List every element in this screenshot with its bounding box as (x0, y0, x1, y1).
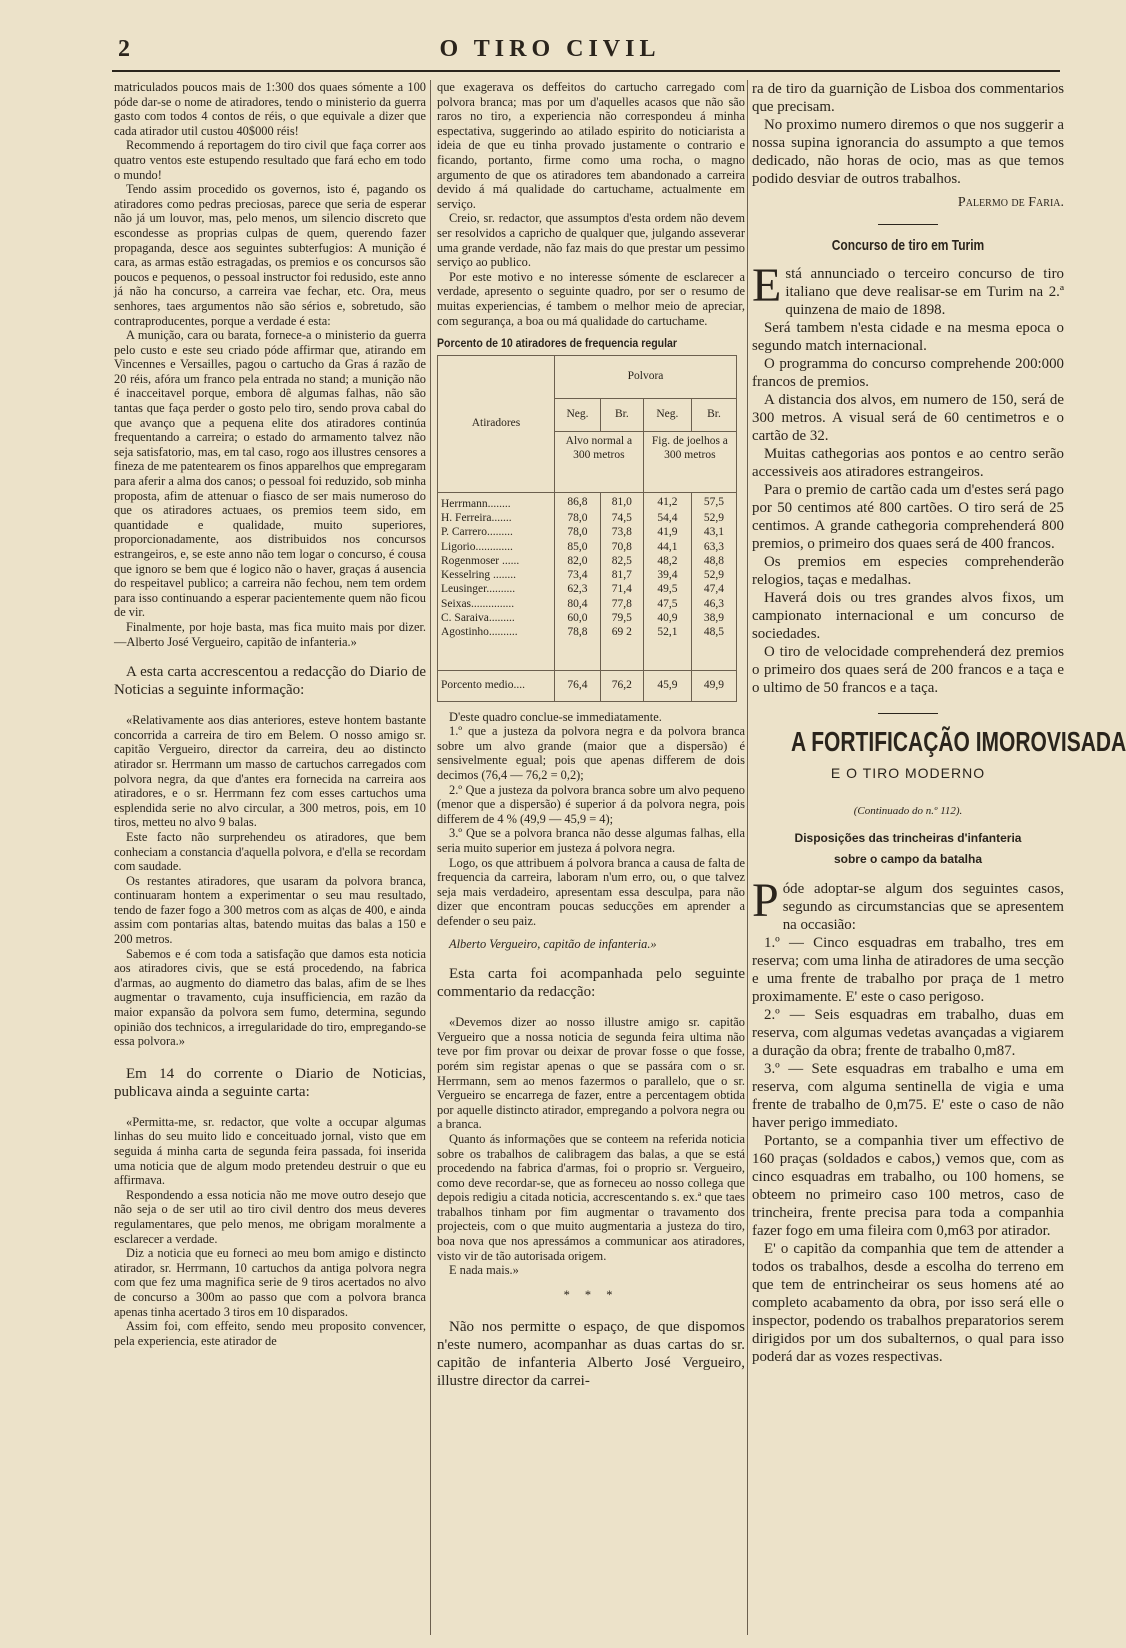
table-cell: 82,5 (600, 554, 643, 568)
table-cell: Kesselring ........ (438, 568, 555, 582)
table-cell: 47,5 (643, 597, 691, 611)
paragraph: «Permitta-me, sr. redactor, que volte a occupar algumas linhas do seu muito lido e conceituado jornal, visto que em seguida á minha carta de segunda feira passada, foi inserida uma noticia que de algum modo pretendeu destruir o que eu affirmava. (114, 1114, 426, 1188)
table-cell: 48,5 (691, 625, 736, 670)
article-subtitle: E O TIRO MODERNO (830, 765, 986, 781)
paragraph: Está annunciado o terceiro concurso de tiro italiano que deve realisar-se em Turim na 2.ª quinzena de maio de 1898. (752, 259, 1064, 318)
table-cell: Agostinho.......... (438, 625, 555, 670)
table-cell: 81,0 (600, 492, 643, 511)
table-cell: 39,4 (643, 568, 691, 582)
header-atiradores: Atiradores (438, 355, 555, 492)
table-cell: 78,0 (555, 525, 601, 539)
paragraph: Para o premio de cartão cada um d'estes será pago por 50 centimos até 800 cartões. O tiro será de 25 centimos. A grande cathegoria comprehenderá 800 premios, o primeiro dos quaes será de 400 francos. (752, 482, 1064, 552)
paragraph: Haverá dois ou tres grandes alvos fixos, um campionato internacional e um concurso de sociedades. (752, 590, 1064, 642)
header-polvora: Polvora (555, 355, 737, 398)
paragraph: matriculados poucos mais de 1:300 dos quaes sómente a 100 póde dar-se o nome de atiradores, tendo o ministerio da guerra gasto com todos 4 contos de réis, o que equivale a dizer que cada atirador util custou 40$000 réis! (114, 80, 426, 138)
table-cell: 46,3 (691, 597, 736, 611)
data-table (437, 355, 737, 702)
page-header (0, 28, 1100, 68)
table-cell: 52,9 (691, 511, 736, 525)
paragraph: 1.º — Cinco esquadras em trabalho, tres em reserva; com uma linha de atiradores de uma secção e uma frente de trabalho por praça de 1 metro proximamente. E' este o caso perigoso. (752, 935, 1064, 1005)
paragraph: Em 14 do corrente o Diario de Noticias, publicava ainda a seguinte carta: (114, 1065, 426, 1100)
table-total-cell: 49,9 (691, 670, 736, 701)
table-cell: Rogenmoser ...... (438, 554, 555, 568)
table-cell: 77,8 (600, 597, 643, 611)
paragraph: Portanto, se a companhia tiver um effectivo de 160 praças (soldados e cabos,) vemos que, com as cinco esquadras em trabalho, ou 100 homens, se obteem no primeiro caso 100 metros, caso de trincheira, frente precisa para toda a companhia fazer fogo em uma fileira com 0,m63 por atirador. (752, 1133, 1064, 1239)
table-cell: Leusinger.......... (438, 582, 555, 596)
column-2 (437, 80, 745, 1635)
table-cell: 47,4 (691, 582, 736, 596)
paragraph: «Relativamente aos dias anteriores, esteve hontem bastante concorrida a carreira de tiro em Belem. O nosso amigo sr. capitão Vergueiro, director da carreira, deu ao distincto atirador sr. Herrmann um masso de cartuchos carregados com polvora negra, da que d'antes era fornecida na carreira aos atiradores, e o sr. Herrmann fez com esses cartuchos uma esplendida serie no alvo circular, a 300 metros, pois, em 10 tiros, metteu no alvo 9 balas. (114, 713, 426, 830)
table-cell: 44,1 (643, 540, 691, 554)
table-cell: Herrmann........ (438, 492, 555, 511)
page-number: 2 (118, 36, 130, 62)
paragraph: Os premios em especies comprehenderão relogios, taças e medalhas. (752, 554, 1064, 588)
table-cell: 40,9 (643, 611, 691, 625)
table-cell: 69 2 (600, 625, 643, 670)
table-cell: 63,3 (691, 540, 736, 554)
table-cell: P. Carrero......... (438, 525, 555, 539)
paragraph: E' o capitão da companhia que tem de attender a todos os trabalhos, desde a escolha do terreno em que tem de entrincheirar os seus homens até ao completo acabamento da obra, por isso será elle o inspector, podendo os trabalhos preparatorios serem dirigidos por um dos subalternos, o qual para isso poderá dar as vozes respectivas. (752, 1241, 1064, 1365)
paragraph: A munição, cara ou barata, fornece-a o ministerio da guerra pelo custo e este seu criado póde affirmar que, atirando em Vincennes e Versailles, pagou o cartucho da Gras á razão de 20 réis, afóra um franco pela entrada no stand; a munição não é inacceitavel porque, embora dê algumas falhas, não são tantas que faça perder o gosto pelo tiro, sendo prova cabal do que avanço que a pequena elite dos atiradores continúa frequentando a carreira; o estado do armamento talvez não seja satisfatorio, mas, em tal caso, rogo aos illustres censores a fineza de me patentearem os finos apparelhos que empregaram para aferir a alma dos canos; o pessoal foi reduzido, sob minha proposta, afim de attenuar o fiasco de ser mais numeroso do que os atiradores actuaes, os premios teem sido, em quantidade e qualidade, muito superiores, proporcionadamente, aos distribuidos nos concursos estrangeiros, e, se este anno não tem logar o concurso, é cousa que ignoro se bem que é logico não o haver, graças á ausencia do respeitavel publico; a carreira não fechou, nem tem ordem para isso continuando a esperar pacientemente quem não ficou de vir. (114, 328, 426, 620)
column-divider (430, 80, 431, 1635)
paragraph: Respondendo a essa noticia não me move outro desejo que não seja o de ser util ao tiro civil dentro dos meus deveres regulamentares, que pelo menos, me obrigam moralmente a esclarecer a verdade. (114, 1187, 426, 1246)
paragraph: que exagerava os deffeitos do cartucho carregado com polvora branca; mas por um d'aquelles acasos que não são raros no tiro, a experiencia não correspondeu á minha espectativa, suggerindo ao atilado espirito do noticiarista a ideia de que eu tinha provado justamente o contrario e ficando, portanto, firme como uma rocha, o magno argumento de que os atiradores tem abandonado a carreira devido á má qualidade do cartuchame, actualmente em serviço. (437, 80, 745, 211)
table-cell: 70,8 (600, 540, 643, 554)
divider (878, 224, 938, 225)
table-cell: 71,4 (600, 582, 643, 596)
table-cell: Ligorio............. (438, 540, 555, 554)
paragraph: A esta carta accrescentou a redacção do Diario de Noticias a seguinte informação: (114, 664, 426, 699)
table-cell: 74,5 (600, 511, 643, 525)
table-cell: 78,8 (555, 625, 601, 670)
group-header: Fig. de joelhos a 300 metros (643, 431, 736, 492)
article-title: A FORTIFICAÇÃO IMOROVISADA (791, 726, 1126, 757)
table-cell: 86,8 (555, 492, 601, 511)
paragraph: A distancia dos alvos, em numero de 150, será de 300 metros. A visual será de 60 centimetros e o cartão de 32. (752, 392, 1064, 444)
paragraph: Creio, sr. redactor, que assumptos d'esta ordem não devem ser resolvidos a capricho de qualquer que, julgando asseverar uma grande verdade, não faz mais do que prestar um pessimo serviço ao publico. (437, 211, 745, 270)
section-heading: Disposições das trincheiras d'infanteria (794, 831, 1022, 845)
table-cell: 52,9 (691, 568, 736, 582)
paragraph: Póde adoptar-se algum dos seguintes casos, segundo as circumstancias que se apresentem na occasião: (752, 874, 1064, 933)
table-cell: 38,9 (691, 611, 736, 625)
section-separator: * * * (563, 1287, 619, 1302)
paragraph: No proximo numero diremos o que nos suggerir a nossa supina ignorancia do assumpto a que temos dedicado, não horas de ocio, mas as que temos podido desviar de outros trabalhos. (752, 117, 1064, 187)
table-cell: H. Ferreira....... (438, 511, 555, 525)
signature: Alberto Vergueiro, capitão de infanteria.» (449, 936, 657, 951)
paragraph: ra de tiro da guarnição de Lisboa dos commentarios que precisam. (752, 81, 1064, 115)
paragraph: Será tambem n'esta cidade e na mesma epoca o segundo match internacional. (752, 320, 1064, 354)
table-total-cell: Porcento medio.... (438, 670, 555, 701)
table-cell: 80,4 (555, 597, 601, 611)
table-cell: 73,8 (600, 525, 643, 539)
table-cell: 54,4 (643, 511, 691, 525)
paragraph: Esta carta foi acompanhada pelo seguinte commentario da redacção: (437, 966, 745, 1001)
paragraph: 2.º — Seis esquadras em trabalho, duas em reserva, com algumas vedetas avançadas a vigiarem a duração da obra; frente de trabalho 0,m87. (752, 1007, 1064, 1059)
paragraph: 2.º Que a justeza da polvora branca sobre um alvo pequeno (menor que a dispersão) é superior á da polvora negra, pois differem de 4 % (49,9 — 45,9 = 4); (437, 782, 745, 826)
paragraph: Quanto ás informações que se conteem na referida noticia sobre os trabalhos de calibragem das balas, a que se está procedendo na fabrica d'armas, foi o proprio sr. Vergueiro, como deve recordar-se, que as forneceu ao nosso collega que depois redigiu a citada noticia, accrescentando s. ex.ª que taes trabalhos tinham por fim augmentar o travamento dos projecteis, com o que muito augmentaria a justeza do tiro, boa nova que nos apressámos a communicar aos atiradores, visto vir de tão autorisada origem. (437, 1131, 745, 1263)
paragraph: «Devemos dizer ao nosso illustre amigo sr. capitão Vergueiro que a nossa noticia de segunda feira ultima não teve por fim provar ou deixar de provar fosse o que fosse, porém sim registar apenas o que se passára com o sr. Herrmann, sem ao menos fazermos o parallelo, que o sr. Vergueiro se encarrega de fazer, entre a percentagem obtida por aquelle distincto atirador, empregando a polvora negra ou a branca. (437, 1015, 745, 1132)
column-divider (747, 80, 748, 1635)
paragraph: Finalmente, por hoje basta, mas fica muito mais por dizer. —Alberto José Vergueiro, capitão de infanteria.» (114, 619, 426, 649)
paragraph: 1.º que a justeza da polvora negra e da polvora branca sobre um alvo grande (maior que a dispersão) é sensivelmente egual; pois que apenas differem de dois decimos (76,4 — 76,2 = 0,2); (437, 724, 745, 783)
paragraph: Recommendo á reportagem do tiro civil que faça correr aos quatro ventos este estupendo resultado que fará echo em todo o mundo! (114, 138, 426, 182)
paragraph: O programma do concurso comprehende 200:000 francos de premios. (752, 356, 1064, 390)
table-cell: C. Saraiva......... (438, 611, 555, 625)
sub-header: Br. (600, 398, 643, 431)
header-rule (112, 70, 1060, 72)
table-cell: 48,8 (691, 554, 736, 568)
table-total-cell: 76,2 (600, 670, 643, 701)
section-heading: sobre o campo da batalha (833, 852, 983, 866)
table-cell: 41,2 (643, 492, 691, 511)
table-cell: 79,5 (600, 611, 643, 625)
table-total-cell: 45,9 (643, 670, 691, 701)
table-title: Porcento de 10 atiradores de frequencia regular (437, 336, 678, 351)
paragraph: Diz a noticia que eu forneci ao meu bom amigo e distincto atirador, sr. Herrmann, 10 cartuchos da antiga polvora negra com que fez uma magnifica serie de 9 tiros acertados no alvo de concurso a 300m ao passo que com a polvora branca apenas tinha acertado 3 tiros em 10 disparados. (114, 1246, 426, 1319)
table-cell: 57,5 (691, 492, 736, 511)
table-cell: 73,4 (555, 568, 601, 582)
divider (878, 713, 938, 714)
paragraph: Sabemos e é com toda a satisfação que damos esta noticia aos atiradores civis, que se está procedendo, na fabrica d'armas, ao augmento do diametro das balas, afim de se lhes augmentar o travamento, cuja insufficiencia, em razão da maior expansão da polvora sem fumo, determina, segundo opinião dos technicos, a irregularidade do tiro, empregando-se essa polvora.» (114, 946, 426, 1049)
table-cell: 49,5 (643, 582, 691, 596)
group-header: Alvo normal a 300 metros (555, 431, 644, 492)
paragraph: Por este motivo e no interesse sómente de esclarecer a verdade, apresento o seguinte quadro, por ser o resumo de muitas experiencias, é tambem o melhor meio de apreciar, com segurança, a boa ou má qualidade do cartuchame. (437, 269, 745, 328)
paragraph: Este facto não surprehendeu os atiradores, que bem conheciam a constancia d'aquella polvora, e d'ella se recordam com saudade. (114, 829, 426, 874)
paragraph: 3.º Que se a polvora branca não desse algumas falhas, ella seria muito superior em justeza á polvora negra. (437, 826, 745, 855)
newspaper-title: O TIRO CIVIL (439, 36, 661, 62)
paragraph: Não nos permitte o espaço, de que dispomos n'este numero, acompanhar as duas cartas do sr. capitão de infanteria Alberto José Vergueiro, illustre director da carrei- (437, 1319, 745, 1390)
table-cell: 82,0 (555, 554, 601, 568)
paragraph: Os restantes atiradores, que usaram da polvora branca, continuaram hontem a experimentar o seu mau resultado, tendo de fazer fogo a 300 metros com as alças de 400, e ainda assim com pontarias altas, batendo muitas das balas a 150 e 200 metros. (114, 873, 426, 947)
table-total-cell: 76,4 (555, 670, 601, 701)
paragraph: D'este quadro conclue-se immediatamente. (449, 709, 662, 724)
paragraph: Assim foi, com effeito, sendo meu proposito convencer, pela experiencia, este atirador de (114, 1319, 426, 1348)
paragraph: Tendo assim procedido os governos, isto é, pagando os atiradores como pedras preciosas, parece que seria de esperar não já um louvor, mas, pelo menos, um silencio discreto que escondesse as proprias culpas de quem, querendo fazer propaganda, desce aos seguintes subterfugios: A munição é cara, as armas estão estragadas, os premios e os concursos são poucos e pequenos, o pessoal instructor foi redusido, este anno já não ha concurso, a carreira vae fechar, etc. Ora, meus senhores, taes argumentos não são sérios e, sobretudo, são contraproducentes, porque a verdade é esta: (114, 182, 426, 328)
table-cell: 43,1 (691, 525, 736, 539)
column-3 (752, 80, 1126, 1635)
author-signature: Palermo de Faria. (957, 195, 1064, 210)
table-cell: 81,7 (600, 568, 643, 582)
table-cell: 85,0 (555, 540, 601, 554)
section-heading: Concurso de tiro em Turim (831, 237, 985, 254)
paragraph: 3.º — Sete esquadras em trabalho e uma em reserva, com alguma sentinella de vigia e uma frente de trabalho de 0,m75. E' este o caso de não haver perigo immediato. (752, 1061, 1064, 1131)
table-cell: 78,0 (555, 511, 601, 525)
table-cell: 52,1 (643, 625, 691, 670)
paragraph: O tiro de velocidade comprehenderá dez premios o primeiro dos quaes será de 200 francos e a taça e o ultimo de 50 francos e a taça. (752, 644, 1064, 696)
paragraph: Logo, os que attribuem á polvora branca a causa de falta de frequencia da carreira, laboram n'um erro, ou, o que talvez seja mais verdadeiro, apresentam essa desculpa, para não dizer que encontram poucas seducções em aprender a defender o seu paiz. (437, 855, 745, 928)
sub-header: Br. (691, 398, 736, 431)
column-1 (114, 80, 426, 1635)
table-cell: Seixas............... (438, 597, 555, 611)
table-cell: 41,9 (643, 525, 691, 539)
continuation-note: (Continuado do n.º 112). (853, 805, 963, 817)
table-cell: 60,0 (555, 611, 601, 625)
paragraph: E nada mais.» (449, 1263, 519, 1278)
table-cell: 48,2 (643, 554, 691, 568)
sub-header: Neg. (555, 398, 601, 431)
paragraph: Muitas cathegorias aos pontos e ao centro serão accessiveis aos atiradores estrangeiros. (752, 446, 1064, 480)
table-cell: 62,3 (555, 582, 601, 596)
sub-header: Neg. (643, 398, 691, 431)
